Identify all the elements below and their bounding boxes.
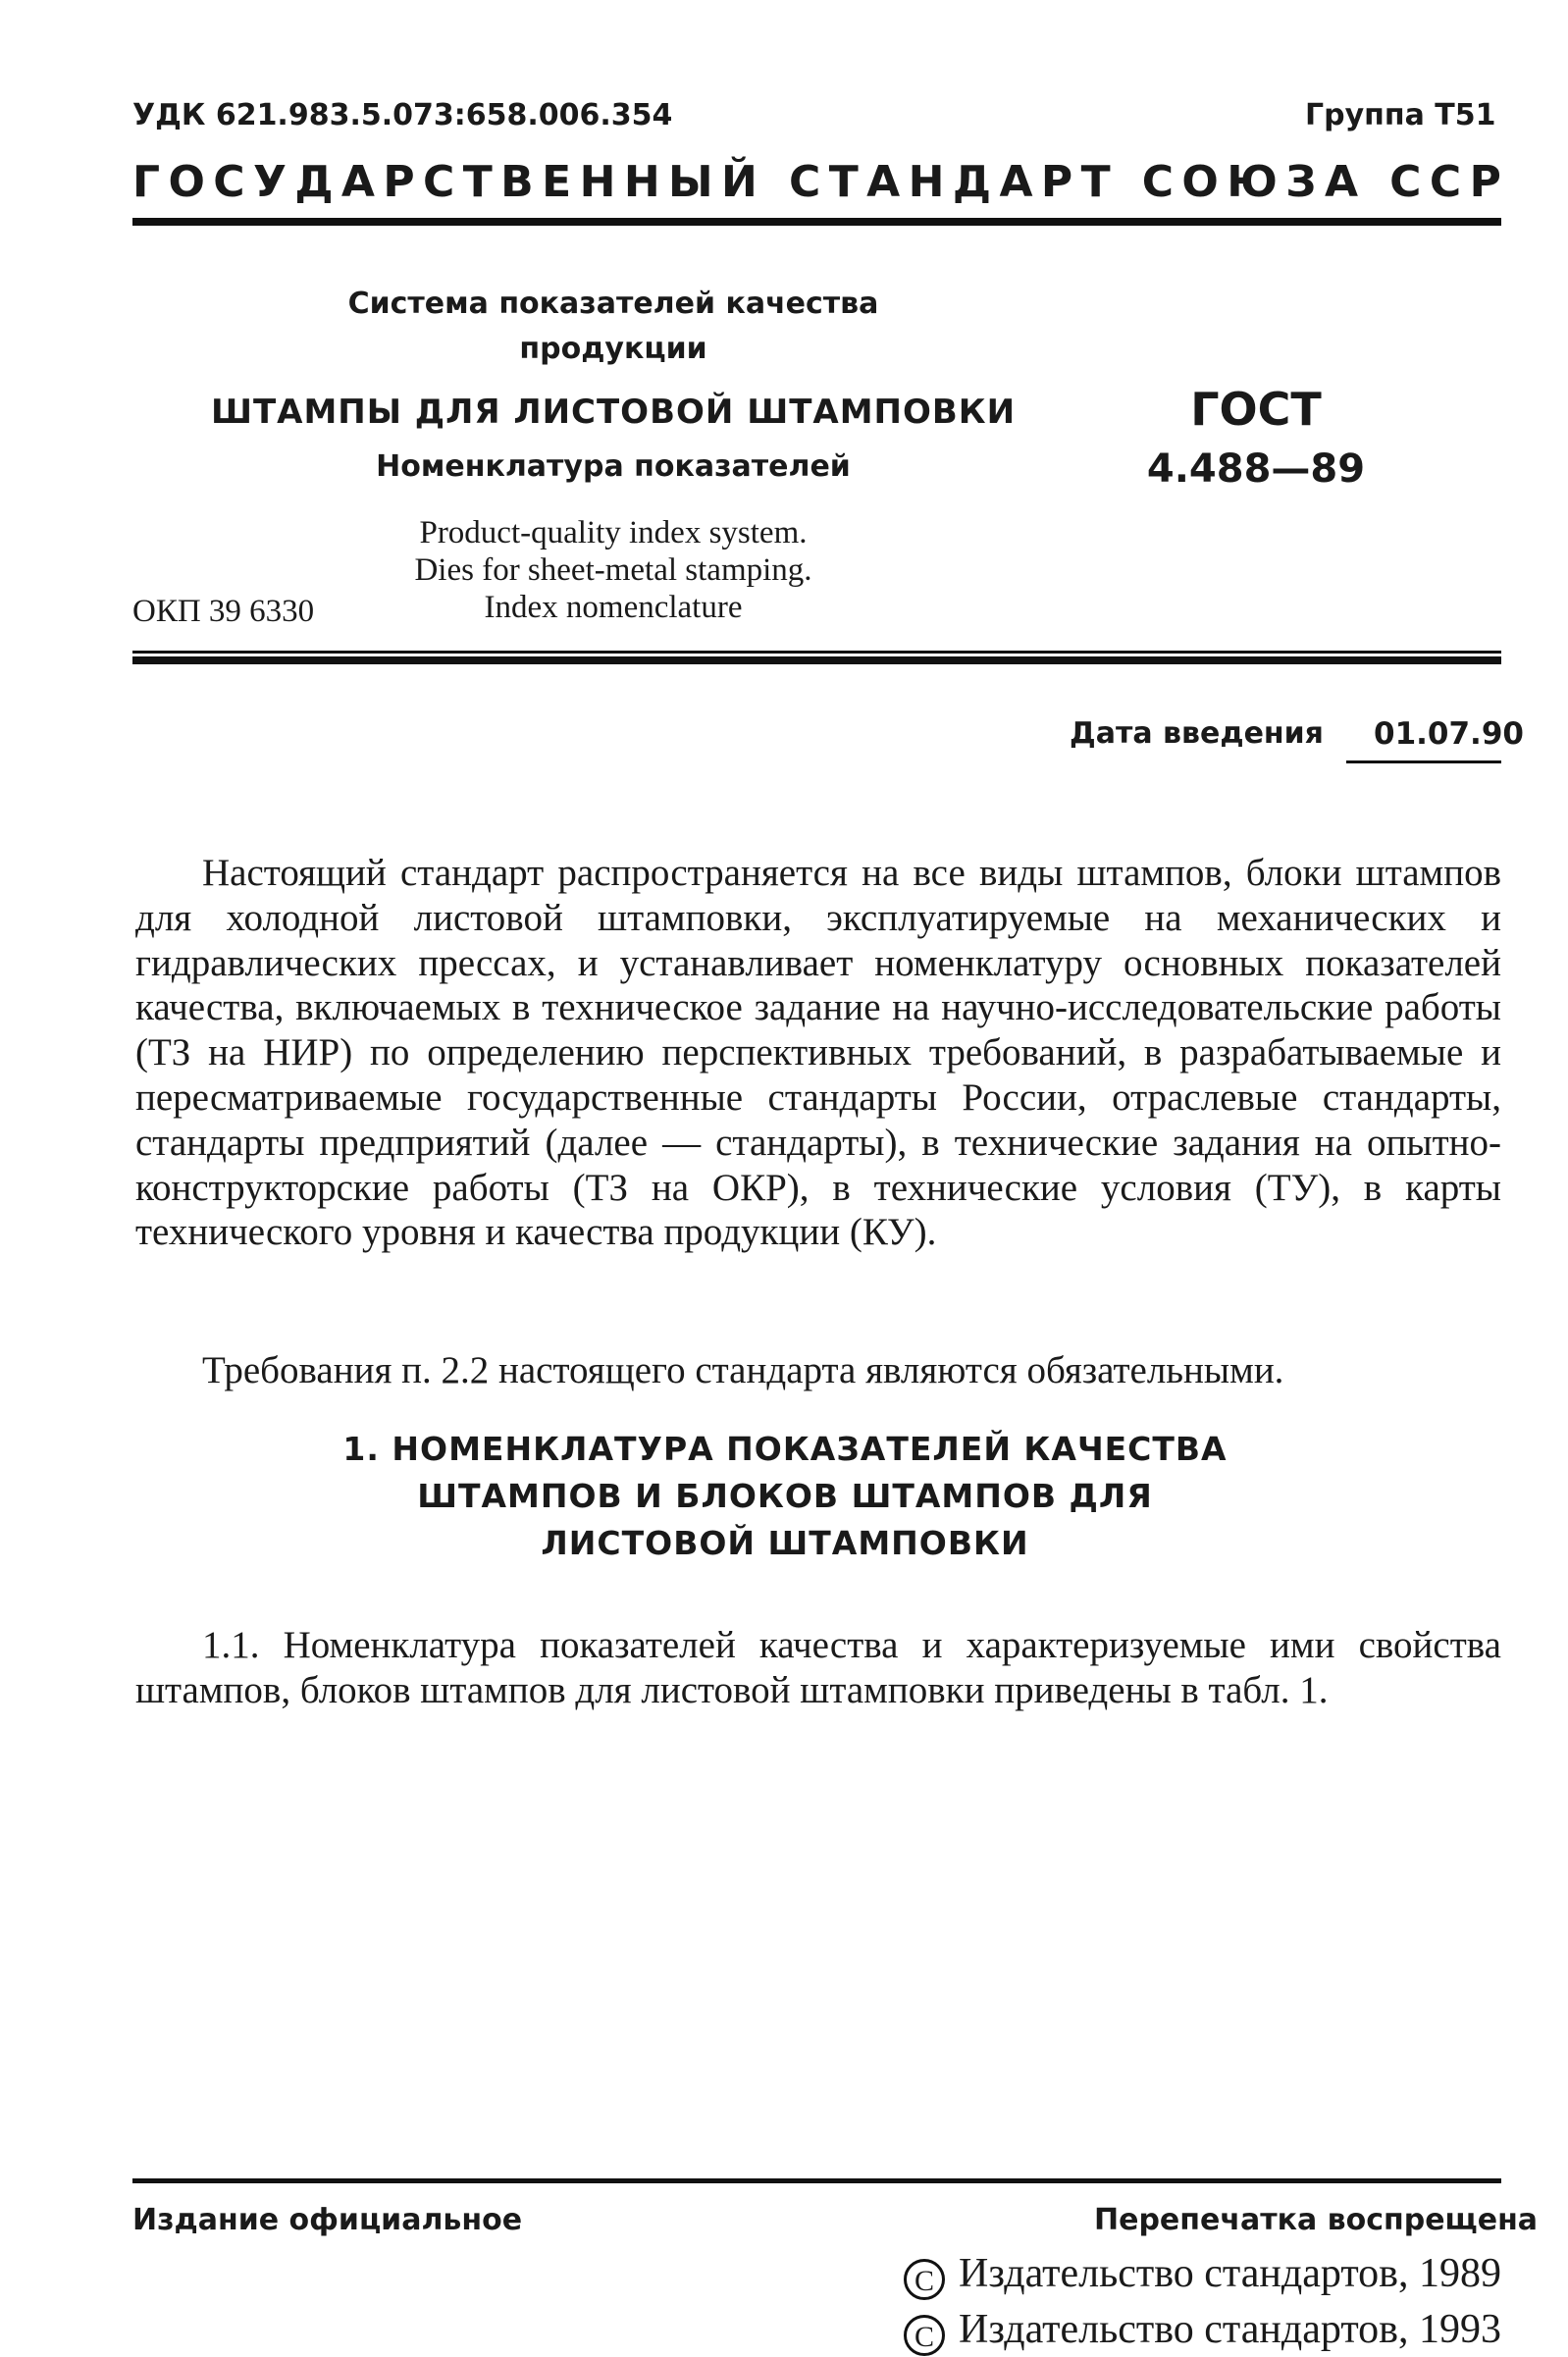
copyright-line-2 — [785, 2306, 1501, 2356]
union-heading-letter: Д — [952, 157, 992, 207]
gost-label: ГОСТ — [1190, 383, 1322, 436]
union-heading-letter: Т — [462, 157, 493, 207]
union-heading-letter: Ы — [668, 157, 713, 207]
clause-1-1-paragraph: 1.1. Номенклатура показателей качества и характеризуемые ими свойства штампов, блоков штампов для листовой штамповки приведены в табл. 1. — [135, 1624, 1501, 1711]
union-heading-letter: Р — [1469, 157, 1501, 207]
union-heading-letter: А — [999, 157, 1033, 207]
union-heading-letter: Т — [1080, 157, 1111, 207]
official-edition-label: Издание официальное — [132, 2203, 523, 2237]
union-heading-letter: А — [340, 157, 375, 207]
copyright-text-1: Издательство стандартов, 1989 — [959, 2251, 1501, 2296]
union-heading-letter: В — [500, 157, 534, 207]
section-heading — [294, 1426, 1276, 1567]
gost-number: 4.488—89 — [1146, 446, 1366, 492]
date-label: Дата введения — [1070, 716, 1324, 751]
date-underline — [1346, 760, 1501, 763]
section-heading-line-2: ШТАМПОВ И БЛОКОВ ШТАМПОВ ДЛЯ — [417, 1477, 1153, 1515]
union-heading-letter: О — [168, 157, 205, 207]
document-title: ШТАМПЫ ДЛЯ ЛИСТОВОЙ ШТАМПОВКИ — [210, 393, 1017, 432]
union-heading-letter: А — [866, 157, 901, 207]
nomenclature-subtitle: Номенклатура показателей — [376, 449, 851, 484]
union-heading-letter: С — [213, 157, 245, 207]
union-standard-heading — [132, 157, 1501, 207]
union-heading-letter: С — [789, 157, 821, 207]
header-rule-top — [132, 218, 1501, 226]
union-heading-letter: Н — [623, 157, 660, 207]
union-heading-gap — [1366, 157, 1381, 207]
copyright-icon: C — [904, 2315, 945, 2356]
udk-code: УДК 621.983.5.073:658.006.354 — [132, 98, 673, 132]
footer-rule — [132, 2178, 1501, 2183]
mandatory-paragraph: Требования п. 2.2 настоящего стандарта являются обязательными. — [202, 1349, 1284, 1391]
reprint-prohibited-label: Перепечатка воспрещена — [1094, 2203, 1539, 2237]
section-heading-line-1: 1. НОМЕНКЛАТУРА ПОКАЗАТЕЛЕЙ КАЧЕСТВА — [342, 1430, 1228, 1468]
union-heading-letter: С — [1389, 157, 1422, 207]
title-rule-thick — [132, 656, 1501, 664]
okp-code: ОКП 39 6330 — [132, 594, 315, 629]
union-heading-letter: Р — [1040, 157, 1073, 207]
date-value: 01.07.90 — [1374, 716, 1524, 752]
union-heading-gap — [765, 157, 780, 207]
copyright-icon: C — [904, 2259, 945, 2300]
union-heading-letter: Ю — [1227, 157, 1278, 207]
union-heading-letter: С — [1141, 157, 1175, 207]
union-heading-letter: Т — [828, 157, 859, 207]
copyright-text-2: Издательство стандартов, 1993 — [959, 2307, 1501, 2352]
intro-paragraph: Настоящий стандарт распространяется на все виды штампов, блоки штампов для холодной листовой штамповки, эксплуатируемые на механических и гидравлических прессах, и устанавливает номенклатуру основных показателей качества, включаемых в техническое задание на научно-исследовательские работы (ТЗ на НИР) по определению перспективных требований, в разрабатываемые и пересматриваемые государственные стандарты России, отраслевые стандарты, стандарты предприятий (далее — стандарты), в технические задания на опытно-конструкторские работы (ТЗ на ОКР), в технические условия (ТУ), в карты технического уровня и качества продукции (КУ). — [135, 852, 1501, 1254]
system-line-2: продукции — [519, 332, 707, 366]
union-heading-letter: З — [1285, 157, 1317, 207]
english-title-line-2: Dies for sheet-metal stamping. — [414, 552, 812, 588]
copyright-line-1 — [785, 2250, 1501, 2300]
union-heading-letter: А — [1324, 157, 1359, 207]
union-heading-letter: Й — [721, 157, 758, 207]
union-heading-letter: Е — [542, 157, 572, 207]
union-heading-letter: У — [252, 157, 287, 207]
union-heading-letter: Н — [908, 157, 945, 207]
union-heading-gap — [1119, 157, 1133, 207]
union-heading-letter: Г — [132, 157, 161, 207]
union-heading-letter: Д — [294, 157, 334, 207]
union-heading-letter: Р — [383, 157, 415, 207]
union-heading-letter: С — [1429, 157, 1462, 207]
section-heading-line-3: ЛИСТОВОЙ ШТАМПОВКИ — [541, 1524, 1029, 1562]
english-title-line-3: Index nomenclature — [484, 590, 743, 625]
english-title-line-1: Product-quality index system. — [419, 515, 808, 550]
title-rule-thin — [132, 651, 1501, 654]
group-code: Группа Т51 — [1305, 98, 1496, 132]
union-heading-letter: С — [423, 157, 455, 207]
union-heading-letter: Н — [579, 157, 616, 207]
system-line-1: Система показателей качества — [347, 287, 879, 321]
union-heading-letter: О — [1181, 157, 1219, 207]
